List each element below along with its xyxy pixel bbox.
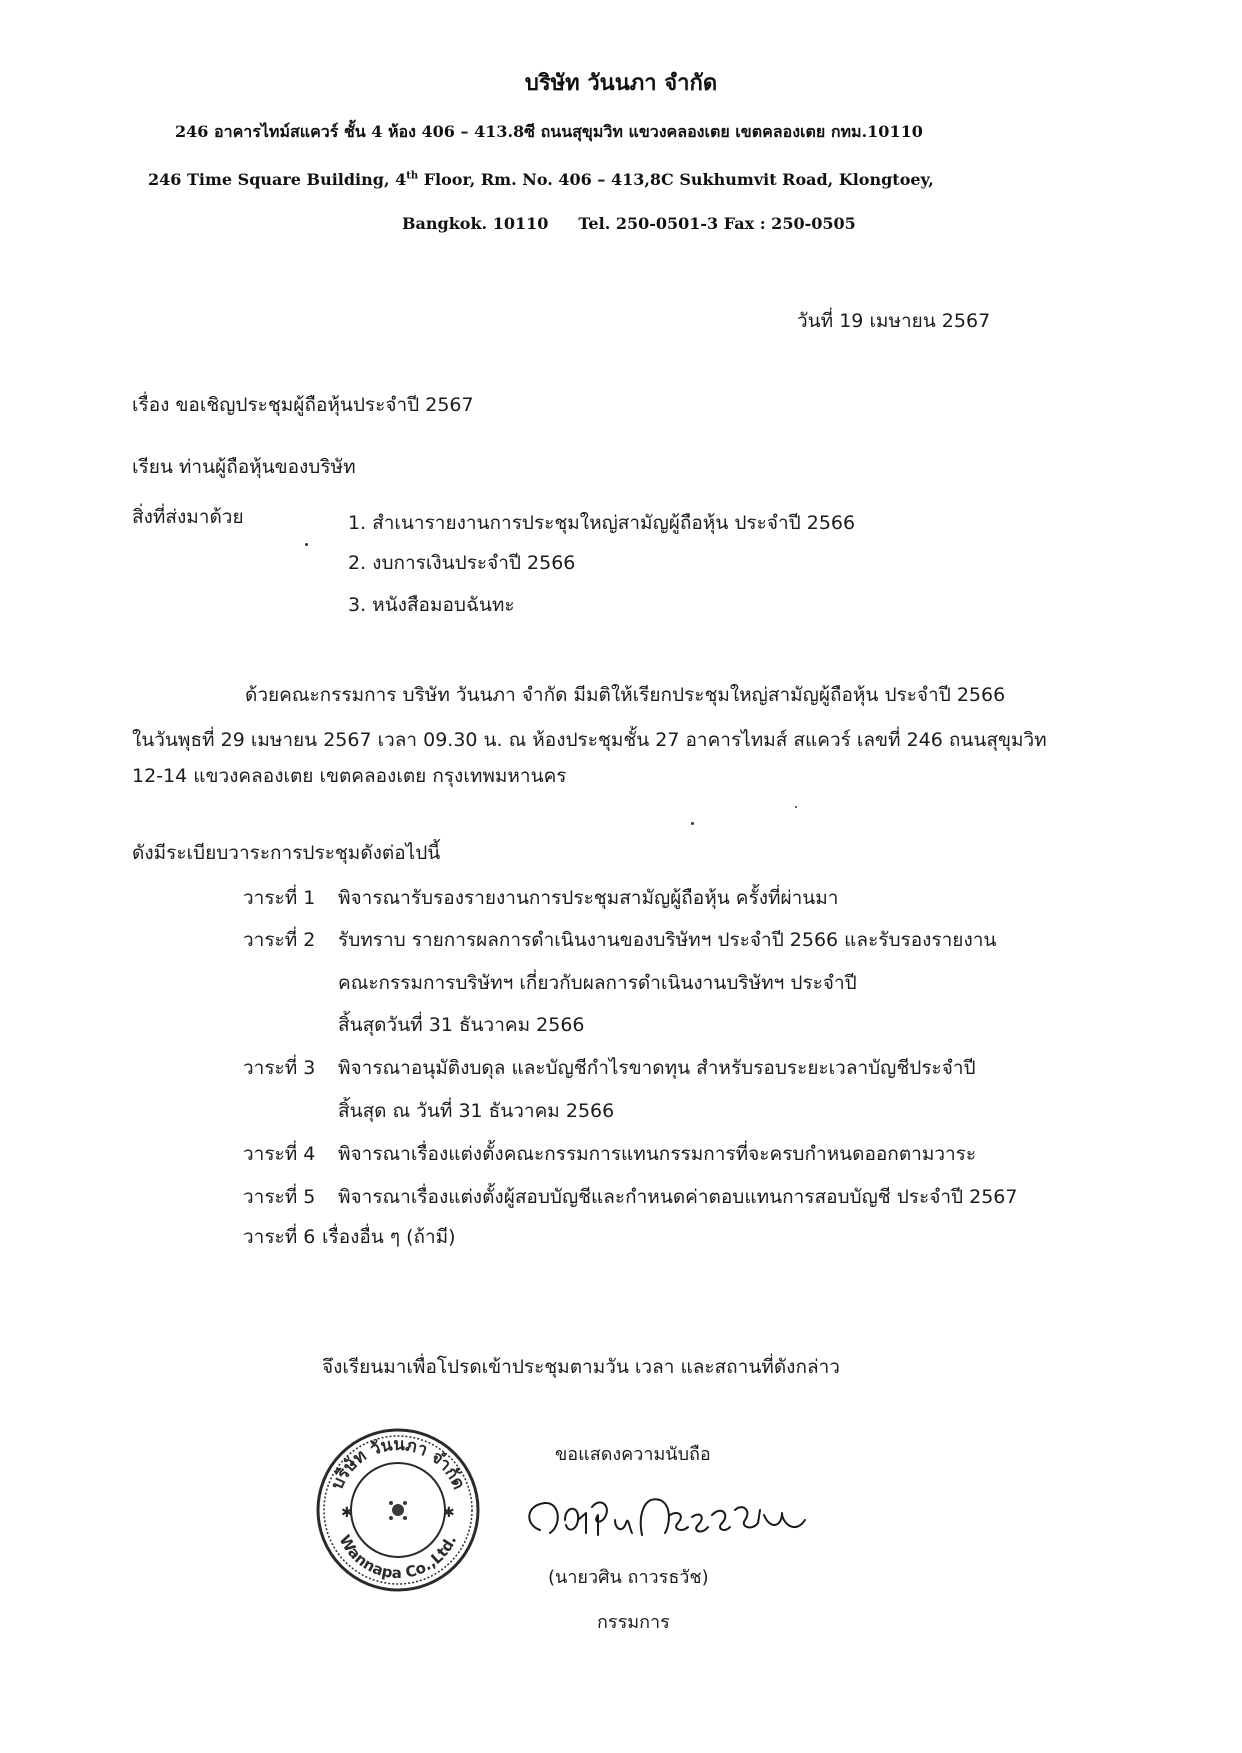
scan-speck bbox=[305, 543, 308, 546]
enclosure-item: 2. งบการเงินประจำปี 2566 bbox=[348, 552, 576, 574]
regards-text: ขอแสดงความนับถือ bbox=[555, 1444, 711, 1465]
seal-graphic bbox=[313, 1425, 483, 1595]
address-thai: 246 อาคารไทม์สแควร์ ชั้น 4 ห้อง 406 – 413.8ซี ถนนสุขุมวิท แขวงคลองเตย เขตคลองเตย กทม.10110 bbox=[175, 122, 923, 141]
enclosure-item: 1. สำเนารายงานการประชุมใหญ่สามัญผู้ถือหุ้น ประจำปี 2566 bbox=[348, 512, 856, 534]
company-seal bbox=[313, 1425, 483, 1595]
agenda-text: สิ้นสุด ณ วันที่ 31 ธันวาคม 2566 bbox=[338, 1100, 615, 1122]
closing-line: จึงเรียนมาเพื่อโปรดเข้าประชุมตามวัน เวลา และสถานที่ดังกล่าว bbox=[322, 1356, 840, 1378]
agenda-text: พิจารณาอนุมัติงบดุล และบัญชีกำไรขาดทุน สำหรับรอบระยะเวลาบัญชีประจำปี bbox=[338, 1057, 976, 1079]
body-line: ในวันพุธที่ 29 เมษายน 2567 เวลา 09.30 น. ณ ห้องประชุมชั้น 27 อาคารไทมส์ สแควร์ เลขที่ 246 ถนนสุขุมวิท bbox=[132, 729, 1047, 751]
body-line: ด้วยคณะกรรมการ บริษัท วันนภา จำกัด มีมติให้เรียกประชุมใหญ่สามัญผู้ถือหุ้น ประจำปี 2566 bbox=[245, 684, 1006, 706]
agenda-label: วาระที่ 3 bbox=[243, 1057, 316, 1079]
address-city: Bangkok. 10110 bbox=[402, 214, 549, 233]
agenda-text: พิจารณารับรองรายงานการประชุมสามัญผู้ถือหุ้น ครั้งที่ผ่านมา bbox=[338, 887, 839, 909]
agenda-intro: ดังมีระเบียบวาระการประชุมดังต่อไปนี้ bbox=[132, 842, 441, 864]
seal-star-left-icon: ✱ bbox=[341, 1505, 353, 1521]
seal-text-top: บริษัท วันนภา จำกัด bbox=[327, 1434, 469, 1493]
handwritten-signature bbox=[520, 1475, 820, 1565]
address-en-part2: Floor, Rm. No. 406 – 413,8C Sukhumvit Road, Klongtoey, bbox=[418, 170, 934, 189]
address-en-sup: th bbox=[406, 170, 419, 182]
seal-emblem-icon bbox=[389, 1501, 407, 1520]
addressee-line bbox=[132, 452, 356, 482]
letter-date: วันที่ 19 เมษายน 2567 bbox=[797, 310, 991, 332]
subject-label: เรื่อง bbox=[132, 394, 170, 416]
addressee-text: ท่านผู้ถือหุ้นของบริษัท bbox=[178, 456, 356, 478]
agenda-text: พิจารณาเรื่องแต่งตั้งคณะกรรมการแทนกรรมการที่จะครบกำหนดออกตามวาระ bbox=[338, 1143, 977, 1165]
seal-text-bottom: Wannapa Co.,Ltd. bbox=[335, 1531, 461, 1583]
subject-text: ขอเชิญประชุมผู้ถือหุ้นประจำปี 2567 bbox=[175, 394, 474, 416]
agenda-text: พิจารณาเรื่องแต่งตั้งผู้สอบบัญชีและกำหนดค่าตอบแทนการสอบบัญชี ประจำปี 2567 bbox=[338, 1186, 1018, 1208]
agenda-label: วาระที่ 2 bbox=[243, 929, 316, 951]
agenda-label: วาระที่ 5 bbox=[243, 1186, 316, 1208]
addressee-label: เรียน bbox=[132, 456, 173, 478]
subject-line bbox=[132, 390, 474, 420]
address-contact: Tel. 250-0501-3 Fax : 250-0505 bbox=[578, 214, 856, 233]
body-line: 12-14 แขวงคลองเตย เขตคลองเตย กรุงเทพมหานคร bbox=[132, 765, 567, 787]
agenda-label: วาระที่ 1 bbox=[243, 887, 316, 909]
company-name: บริษัท วันนภา จำกัด bbox=[524, 70, 718, 96]
address-en-part1: 246 Time Square Building, 4 bbox=[148, 170, 407, 189]
signer-title: กรรมการ bbox=[597, 1612, 670, 1633]
agenda-text: คณะกรรมการบริษัทฯ เกี่ยวกับผลการดำเนินงานบริษัทฯ ประจำปี bbox=[338, 972, 857, 994]
agenda-label: วาระที่ 4 bbox=[243, 1143, 316, 1165]
address-english-line1 bbox=[148, 170, 934, 189]
scan-speck bbox=[795, 806, 797, 808]
enclosure-item: 3. หนังสือมอบฉันทะ bbox=[348, 594, 515, 616]
enclosures-label: สิ่งที่ส่งมาด้วย bbox=[132, 506, 244, 528]
seal-star-right-icon: ✱ bbox=[443, 1505, 455, 1521]
agenda-label: วาระที่ 6 bbox=[243, 1226, 316, 1248]
address-english-line2 bbox=[402, 214, 856, 233]
agenda-text: เรื่องอื่น ๆ (ถ้ามี) bbox=[322, 1226, 456, 1248]
scan-speck bbox=[691, 822, 694, 825]
signer-name: (นายวศิน ถาวรธวัช) bbox=[548, 1567, 709, 1588]
agenda-text: สิ้นสุดวันที่ 31 ธันวาคม 2566 bbox=[338, 1014, 585, 1036]
agenda-text: รับทราบ รายการผลการดำเนินงานของบริษัทฯ ประจำปี 2566 และรับรองรายงาน bbox=[338, 929, 997, 951]
